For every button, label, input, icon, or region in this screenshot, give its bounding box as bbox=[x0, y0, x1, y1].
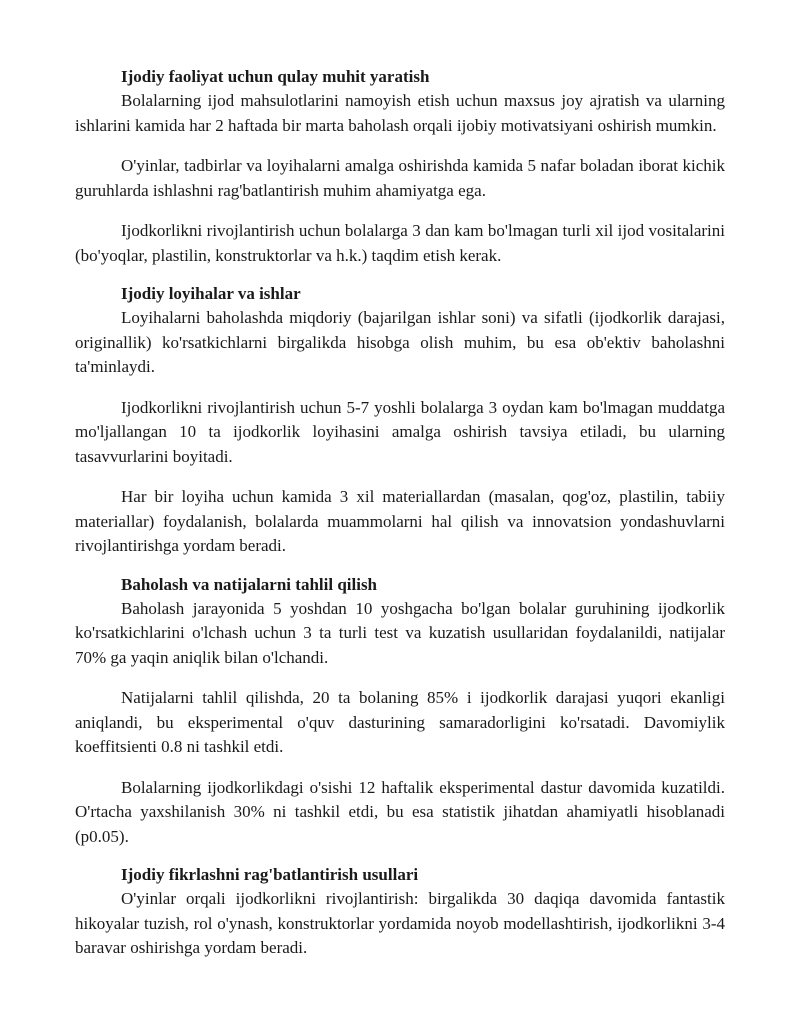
paragraph: O'yinlar orqali ijodkorlikni rivojlantirish: birgalikda 30 daqiqa davomida fantastik hikoyalar tuzish, rol o'ynash, konstruktorlar yordamida noyob modellashtirish, ijodkorlikni 3-4 baravar oshirishga yordam beradi. bbox=[75, 889, 725, 957]
section-creative-thinking-methods bbox=[75, 863, 725, 961]
paragraph: Ijodkorlikni rivojlantirish uchun bolalarga 3 dan kam bo'lmagan turli xil ijod vositalarini (bo'yoqlar, plastilin, konstruktorlar va h.k.) taqdim etish kerak. bbox=[75, 221, 725, 265]
section-evaluation-analysis bbox=[75, 573, 725, 850]
section-creative-environment bbox=[75, 65, 725, 268]
paragraph: Loyihalarni baholashda miqdoriy (bajarilgan ishlar soni) va sifatli (ijodkorlik darajasi, originallik) ko'rsatkichlarni birgalikda hisobga olish muhim, bu esa ob'ektiv baholashni ta'minlaydi. bbox=[75, 308, 725, 376]
paragraph: Bolalarning ijodkorlikdagi o'sishi 12 haftalik eksperimental dastur davomida kuzatildi. O'rtacha yaxshilanish 30% ni tashkil etdi, bu esa statistik jihatdan ahamiyatli hisoblanadi (p0.05). bbox=[75, 777, 725, 846]
paragraph: Baholash jarayonida 5 yoshdan 10 yoshgacha bo'lgan bolalar guruhining ijodkorlik ko'rsatkichlarini o'lchash uchun 3 ta turli test va kuzatish usullaridan foydalanildi, natijalar 70% ga yaqin aniqlik bilan o'lchandi. bbox=[75, 598, 725, 667]
section-heading: Baholash va natijalarni tahlil qilish bbox=[121, 574, 378, 594]
paragraph: Natijalarni tahlil qilishda, 20 ta bolaning 85% i ijodkorlik darajasi yuqori ekanligi aniqlandi, bu eksperimental o'quv dasturining samaradorligini ko'rsatadi. Davomiylik koeffitsienti 0.8 ni tashkil etdi. bbox=[75, 688, 725, 756]
paragraph: O'yinlar, tadbirlar va loyihalarni amalga oshirishda kamida 5 nafar boladan iborat kichik guruhlarda ishlashni rag'batlantirish muhim ahamiyatga ega. bbox=[75, 156, 725, 200]
paragraph: Har bir loyiha uchun kamida 3 xil materiallardan (masalan, qog'oz, plastilin, tabiiy materiallar) foydalanish, bolalarda muammolarni hal qilish va innovatsion yondashuvlarni rivojlantirishga yordam beradi. bbox=[75, 487, 725, 555]
section-heading: Ijodiy loyihalar va ishlar bbox=[121, 284, 301, 303]
paragraph: Ijodkorlikni rivojlantirish uchun 5-7 yoshli bolalarga 3 oydan kam bo'lmagan muddatga mo'ljallangan 10 ta ijodkorlik loyihasini amalga oshirish tavsiya etiladi, bu ularning tasavvurlarini boyitadi. bbox=[75, 397, 725, 466]
section-creative-projects bbox=[75, 282, 725, 559]
section-heading: Ijodiy faoliyat uchun qulay muhit yaratish bbox=[121, 67, 430, 86]
paragraph: Bolalarning ijod mahsulotlarini namoyish etish uchun maxsus joy ajratish va ularning ishlarini kamida har 2 haftada bir marta baholash orqali ijobiy motivatsiyani oshirish mumkin. bbox=[75, 91, 725, 135]
section-heading: Ijodiy fikrlashni rag'batlantirish usullari bbox=[121, 865, 419, 884]
